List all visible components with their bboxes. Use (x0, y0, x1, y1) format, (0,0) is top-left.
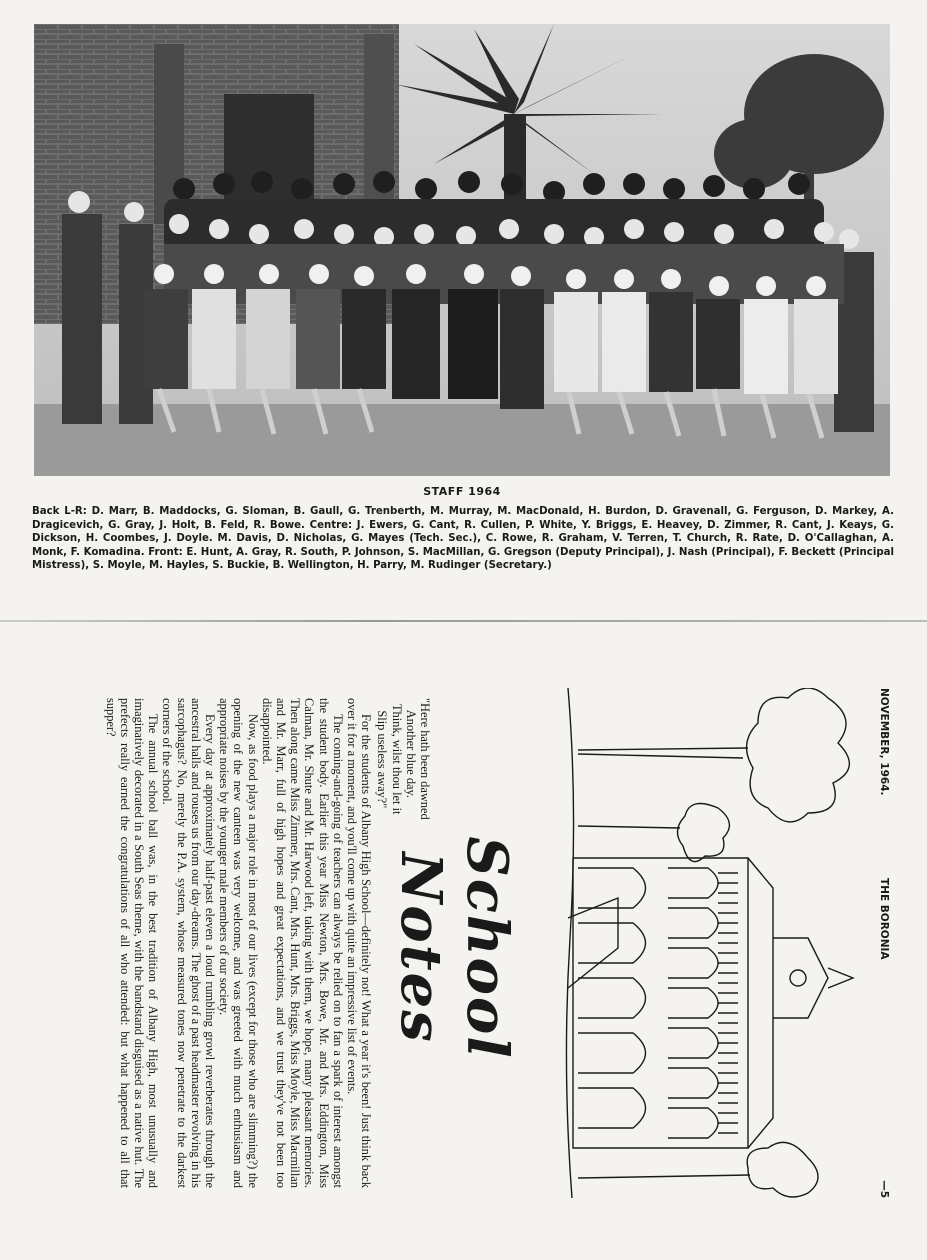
photo-caption-title: STAFF 1964 (423, 485, 501, 498)
school-building-sketch (558, 688, 868, 1198)
article-paragraph: Now, as food plays a major role in most of our lives (except for those who are slimming?) the opening of the new canteen was very welcome, and was greeted with much enthusiasm and appropriate noises by the younger male members of our society. (217, 698, 260, 1188)
school-notes-article (103, 698, 432, 1188)
article-paragraph: The coming-and-going of teachers can always be relied on to fan a spark of interest amongst the student body. Earlier this year Miss Newton, Mrs. Bowe, Mr. and Mrs. Eddington, Miss Calman, Mr. Shute and Mr. Harwood left, taking with them, we hope, many pleasant memories. Then along came Miss Zimmer, Mrs. Cant, Mrs. Hunt, Mrs. Briggs, Miss Moyle, Miss Macmillan and Mr. Marr, full of high hopes and great expectations, and we trust they've not been too disappointed. (259, 698, 345, 1188)
school-notes-page (40, 688, 892, 1198)
staff-group-photo (34, 24, 890, 476)
poem-line: Another blue day. (403, 698, 418, 799)
magazine-title: THE BORONIA (878, 878, 890, 960)
issue-date: NOVEMBER, 1964. (878, 688, 890, 796)
photo-caption-names: Back L-R: D. Marr, B. Maddocks, G. Sloman, B. Gaull, G. Trenberth, M. Murray, M. MacDonald, H. Burdon, D. Gravenall, G. Ferguson, D. Markey, A. Dragicevich, G. Gray, J. Holt, B. Feld, R. Bowe. Centre: J. Ewers, G. Cant, R. Cullen, P. White, Y. Briggs, E. Heavey, D. Zimmer, R. Cant, J. Keays, G. Dickson, H. Coombes, J. Doyle. M. Davis, D. Nicholas, G. Mayes (Tech. Sec.), C. Rowe, R. Graham, V. Terren, T. Church, R. Rate, D. O'Callaghan, A. Monk, F. Komadina. Front: E. Hunt, A. Gray, R. South, P. Johnson, S. MacMillan, G. Gregson (Deputy Principal), J. Nash (Principal), F. Beckett (Principal Mistress), S. Moyle, M. Hayles, S. Buckie, B. Wellington, H. Parry, M. Rudinger (Secretary.) (32, 506, 894, 572)
running-head (872, 688, 892, 1198)
staff-photo-illustration (34, 24, 890, 476)
page-fold-divider (0, 620, 927, 622)
opening-poem (375, 698, 432, 1188)
article-paragraph: The annual school ball was, in the best tradition of Albany High, most unusually and imaginatively decorated in a South Seas theme, with the bandstand disguised as a native hut. The prefects really earned the congratulations of all who attended: but what happened to all that supper? (103, 698, 161, 1188)
page-number: —5 (878, 1180, 890, 1198)
article-paragraph: Every day at approximately half-past eleven a loud rumbling growl reverberates through the ancestral halls and rouses us from our day-dreams. The ghost of a past headmaster revolving in his sarcophagus? No, merely the P.A. system, whose measured tones now penetrate to the darkest corners of the school. (160, 698, 217, 1188)
section-heading: School Notes (388, 836, 520, 1060)
article-paragraph: For the students of Albany High School—definitely not! What a year it's been! Just think back over it for a moment, and you'll come up with quite an impressive list of events. (344, 698, 374, 1188)
poem-line: Think, wilst thou let it (389, 698, 404, 815)
poem-line: "Here hath been dawned (418, 698, 432, 820)
poem-line: Slip useless away?" (375, 698, 390, 809)
